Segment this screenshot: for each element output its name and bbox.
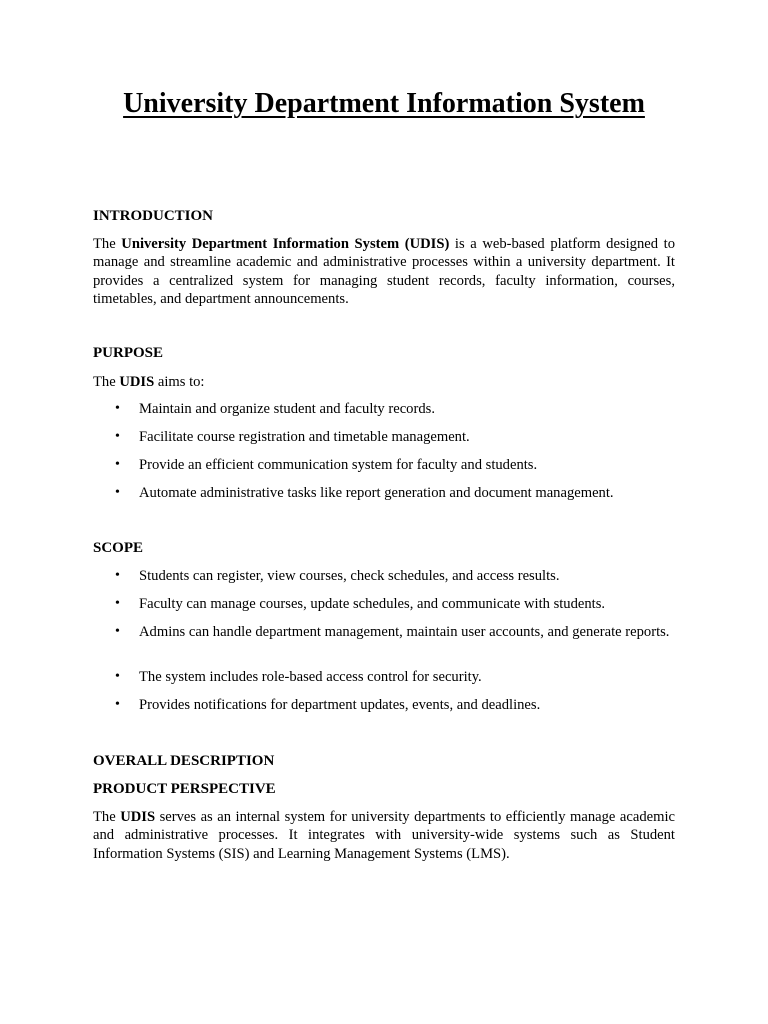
introduction-text-prefix: The (93, 236, 122, 252)
purpose-item-text: Automate administrative tasks like report generation and document management. (139, 485, 614, 501)
scope-item-text: Students can register, view courses, check schedules, and access results. (139, 568, 560, 584)
introduction-paragraph (93, 235, 675, 308)
introduction-bold-name: University Department Information System (UDIS) (121, 236, 450, 252)
purpose-lead-prefix: The (93, 374, 120, 390)
purpose-lead-bold: UDIS (119, 374, 155, 390)
purpose-lead-rest: aims to: (154, 374, 205, 390)
purpose-item-text: Facilitate course registration and timetable management. (139, 429, 470, 445)
product-perspective-bold-name: UDIS (120, 809, 156, 825)
bullet-icon: • (115, 669, 120, 684)
list-item (93, 595, 675, 613)
scope-item-text: The system includes role-based access control for security. (139, 669, 482, 685)
scope-item-text: Faculty can manage courses, update schedules, and communicate with students. (139, 596, 606, 612)
list-item (93, 400, 675, 418)
list-item (93, 623, 675, 641)
product-perspective-heading: PRODUCT PERSPECTIVE (93, 781, 276, 797)
purpose-item-text: Provide an efficient communication system for faculty and students. (139, 457, 538, 473)
purpose-item-text: Maintain and organize student and faculty records. (139, 401, 435, 417)
product-perspective-text-rest: serves as an internal system for university departments to efficiently manage academic and administrative processes. It integrates with university-wide systems such as Student Information Systems (SIS) and Learning Management Systems (LMS). (93, 809, 675, 862)
list-item (93, 484, 675, 502)
introduction-text-rest: is a web-based platform designed to manage and streamline academic and administrative processes within a university department. It provides a centralized system for managing student records, faculty information, courses, timetables, and department announcements. (93, 236, 675, 307)
bullet-icon: • (115, 485, 120, 500)
product-perspective-prefix: The (93, 809, 121, 825)
list-item (93, 428, 675, 446)
scope-item-text: Provides notifications for department updates, events, and deadlines. (139, 697, 541, 713)
purpose-heading: PURPOSE (93, 345, 164, 361)
list-item (93, 696, 675, 714)
bullet-icon: • (115, 697, 120, 712)
overall-description-heading: OVERALL DESCRIPTION (93, 753, 275, 769)
list-item (93, 567, 675, 585)
introduction-heading: INTRODUCTION (93, 208, 214, 224)
scope-heading: SCOPE (93, 540, 144, 556)
bullet-icon: • (115, 457, 120, 472)
scope-item-text: Admins can handle department management, maintain user accounts, and generate reports. (139, 624, 670, 640)
bullet-icon: • (115, 568, 120, 583)
bullet-icon: • (115, 401, 120, 416)
list-item (93, 456, 675, 474)
list-item (93, 668, 675, 686)
bullet-icon: • (115, 429, 120, 444)
document-title: University Department Information System (123, 88, 645, 119)
bullet-icon: • (115, 596, 120, 611)
purpose-lead (93, 373, 675, 391)
bullet-icon: • (115, 624, 120, 639)
product-perspective-paragraph (93, 808, 675, 863)
